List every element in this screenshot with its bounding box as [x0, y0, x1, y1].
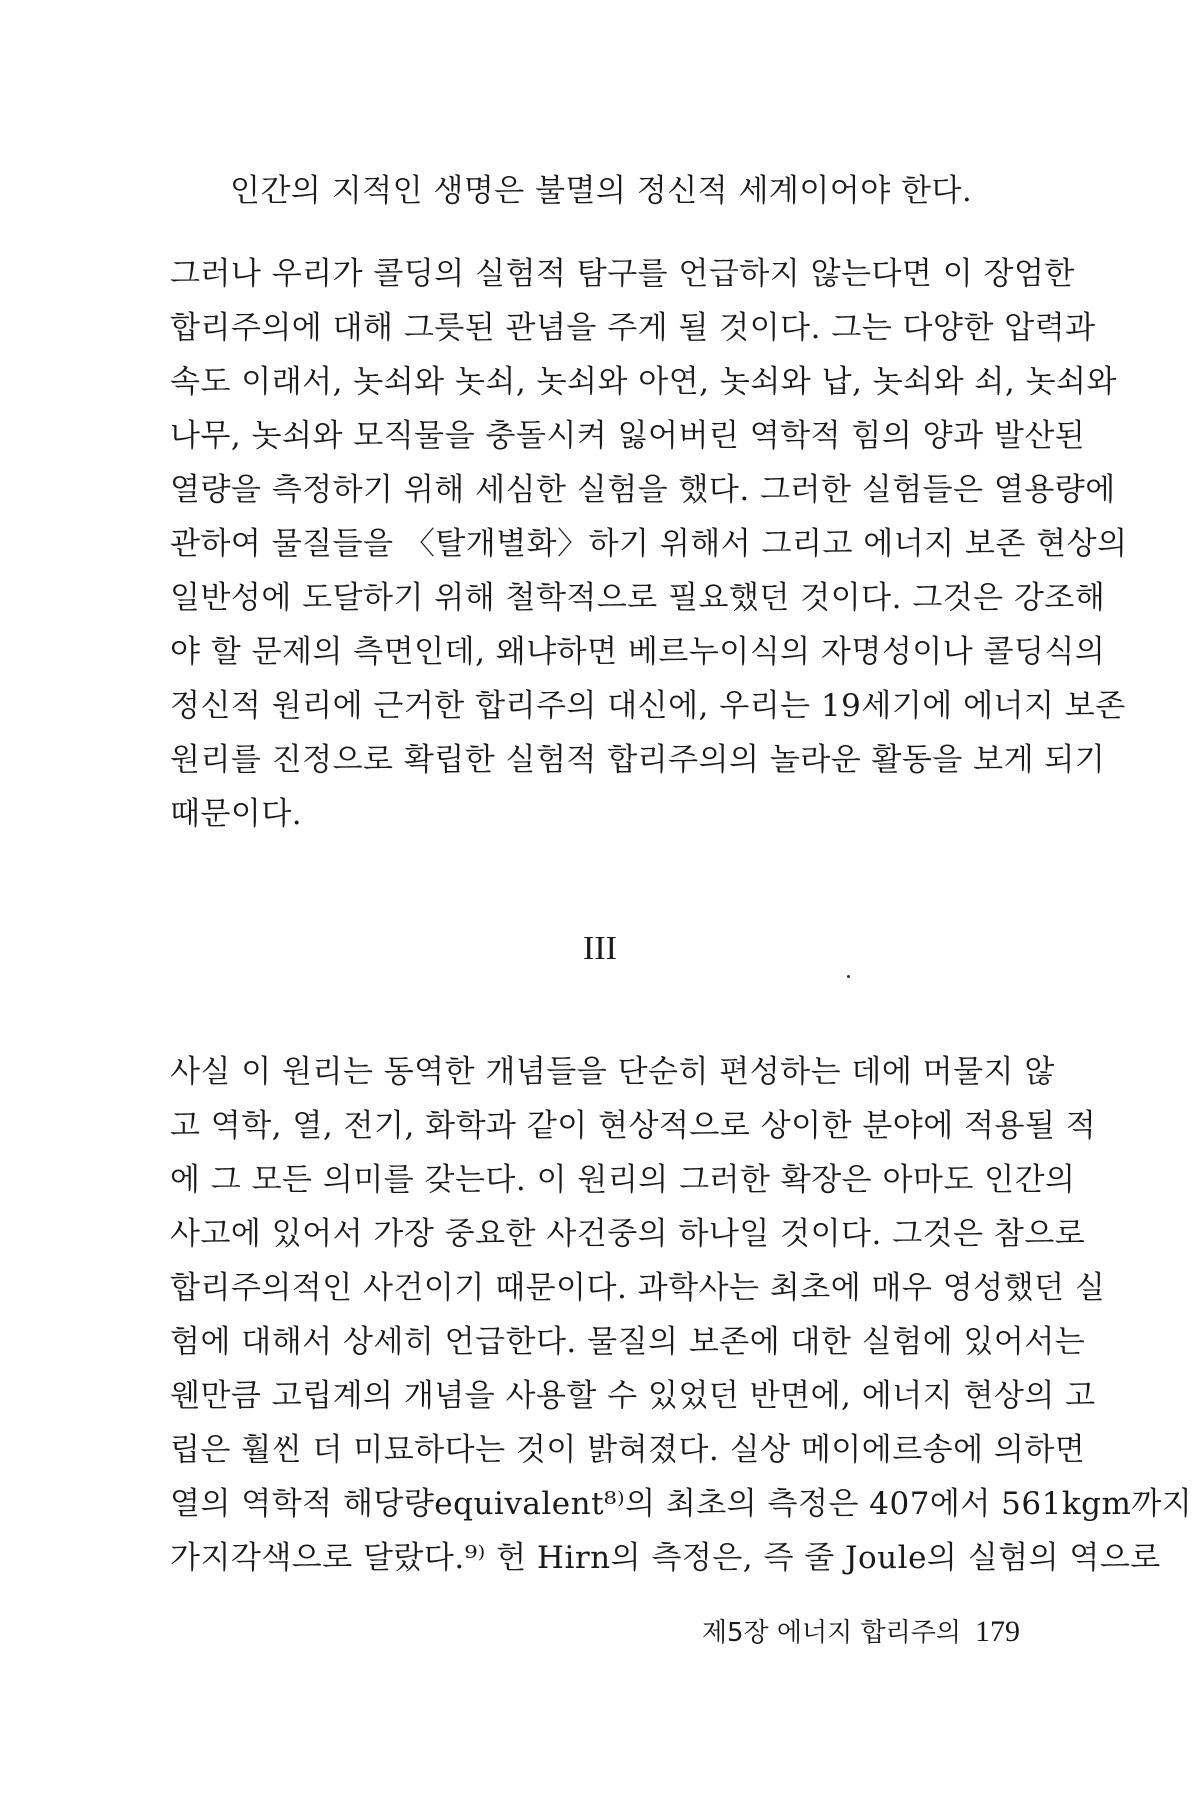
paragraph2-line-5: 합리주의적인 사건이기 때문이다. 과학사는 최초에 매우 영성했던 실 — [170, 1270, 1106, 1306]
paragraph2-line-2: 고 역학, 열, 전기, 화학과 같이 현상적으로 상이한 분야에 적용될 적 — [170, 1108, 1097, 1144]
paragraph1-line-10: 원리를 진정으로 확립한 실험적 합리주의의 놀라운 활동을 보게 되기 — [170, 742, 1106, 778]
paragraph1-line-9: 정신적 원리에 근거한 합리주의 대신에, 우리는 19세기에 에너지 보존 — [170, 688, 1126, 724]
paragraph2-line-6: 험에 대해서 상세히 언급한다. 물질의 보존에 대한 실험에 있어서는 — [170, 1324, 1086, 1360]
paragraph2-line-4: 사고에 있어서 가장 중요한 사건중의 하나일 것이다. 그것은 참으로 — [170, 1216, 1086, 1252]
paragraph1-line-2: 합리주의에 대해 그릇된 관념을 주게 될 것이다. 그는 다양한 압력과 — [170, 310, 1096, 346]
paragraph1-line-4: 나무, 놋쇠와 모직물을 충돌시켜 잃어버린 역학적 힘의 양과 발산된 — [170, 418, 1086, 454]
stray-dot — [847, 975, 850, 978]
paragraph1-line-7: 일반성에 도달하기 위해 철학적으로 필요했던 것이다. 그것은 강조해 — [170, 580, 1106, 616]
paragraph2-line-8: 립은 훨씬 더 미묘하다는 것이 밝혀졌다. 실상 메이에르송에 의하면 — [170, 1432, 1086, 1468]
paragraph1-line-5: 열량을 측정하기 위해 세심한 실험을 했다. 그러한 실험들은 열용량에 — [170, 472, 1116, 508]
page-number: 179 — [975, 1615, 1020, 1648]
paragraph1-line-11: 때문이다. — [170, 796, 303, 832]
paragraph2-line-7: 웬만큼 고립계의 개념을 사용할 수 있었던 반면에, 에너지 현상의 고 — [170, 1378, 1096, 1414]
paragraph1-line-3: 속도 이래서, 놋쇠와 놋쇠, 놋쇠와 아연, 놋쇠와 납, 놋쇠와 쇠, 놋쇠와 — [170, 364, 1117, 400]
paragraph2-line-3: 에 그 모든 의미를 갖는다. 이 원리의 그러한 확장은 아마도 인간의 — [170, 1162, 1076, 1198]
paragraph1-line-6: 관하여 물질들을 〈탈개별화〉하기 위해서 그리고 에너지 보존 현상의 — [170, 526, 1128, 562]
paragraph2-line-10: 가지각색으로 달랐다.⁹⁾ 헌 Hirn의 측정은, 즉 줄 Joule의 실험의 역으로 — [170, 1540, 1161, 1576]
quote-line: 인간의 지적인 생명은 불멸의 정신적 세계이어야 한다. — [230, 173, 973, 209]
running-title: 제5장 에너지 합리주의 — [701, 1618, 961, 1648]
paragraph2-line-1: 사실 이 원리는 동역한 개념들을 단순히 편성하는 데에 머물지 않 — [170, 1054, 1055, 1090]
paragraph1-line-8: 야 할 문제의 측면인데, 왜냐하면 베르누이식의 자명성이나 콜딩식의 — [170, 634, 1106, 670]
page-footer — [690, 1612, 1020, 1649]
section-heading: III — [583, 930, 617, 967]
paragraph1-line-1: 그러나 우리가 콜딩의 실험적 탐구를 언급하지 않는다면 이 장엄한 — [170, 256, 1075, 292]
paragraph2-line-9: 열의 역학적 해당량equivalent⁸⁾의 최초의 측정은 407에서 561kgm까지 — [170, 1486, 1193, 1522]
